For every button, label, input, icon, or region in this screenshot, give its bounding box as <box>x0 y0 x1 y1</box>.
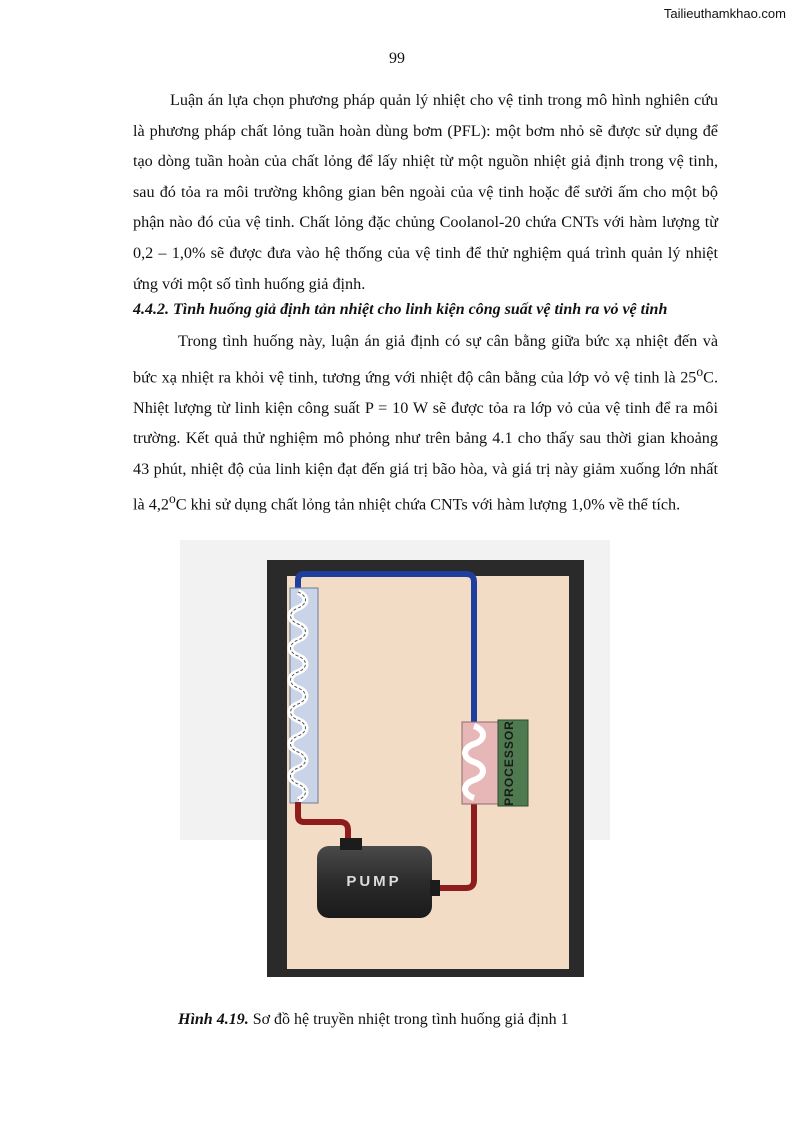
figure <box>180 540 610 985</box>
pump-outlet <box>430 880 440 896</box>
degree-superscript-1: o <box>696 363 704 379</box>
heat-transfer-diagram <box>180 540 610 985</box>
watermark: Tailieuthamkhao.com <box>663 6 786 21</box>
page-number: 99 <box>389 50 405 67</box>
paragraph-scenario-part2: C. Nhiệt lượng từ linh kiện công suất P = 10 W sẽ được tỏa ra lớp vỏ của vệ tinh để ra môi trường. Kết quả thử nghiệm mô phỏng như trên bảng 4.1 cho thấy sau thời gian khoảng 43 phút, nhiệt độ của linh kiện đạt đến giá trị bão hòa, và giá trị này giảm xuống lớn nhất là 4,2 <box>133 367 718 514</box>
paragraph-scenario <box>133 326 718 520</box>
degree-superscript-2: o <box>168 491 176 507</box>
caption-text: Sơ đồ hệ truyền nhiệt trong tình huống giả định 1 <box>252 1011 569 1028</box>
processor-label: PROCESSOR <box>502 720 516 806</box>
pump-inlet <box>340 838 362 850</box>
caption-label: Hình 4.19. <box>178 1011 249 1028</box>
paragraph-scenario-part3: C khi sử dụng chất lỏng tản nhiệt chứa CNTs với hàm lượng 1,0% về thể tích. <box>175 495 681 514</box>
paragraph-intro: Luận án lựa chọn phương pháp quản lý nhiệt cho vệ tinh trong mô hình nghiên cứu là phương pháp chất lỏng tuần hoàn dùng bơm (PFL): một bơm nhỏ sẽ được sử dụng để tạo dòng tuần hoàn của chất lỏng để lấy nhiệt từ một nguồn nhiệt giả định trong vệ tinh, sau đó tỏa ra môi trường không gian bên ngoài của vệ tinh hoặc để sưởi ấm cho một bộ phận nào đó của vệ tinh. Chất lỏng đặc chủng Coolanol-20 chứa CNTs với hàm lượng từ 0,2 – 1,0% sẽ được đưa vào hệ thống của vệ tinh để thử nghiệm quá trình quản lý nhiệt ứng với một số tình huống giả định. <box>133 91 718 293</box>
figure-caption <box>178 1011 569 1029</box>
paragraph-scenario-part1: Trong tình huống này, luận án giả định có sự cân bằng giữa bức xạ nhiệt đến và bức xạ nhiệt ra khỏi vệ tinh, tương ứng với nhiệt độ cân bằng của lớp vỏ vệ tinh là 25 <box>133 332 718 386</box>
section-heading: 4.4.2. Tình huống giả định tản nhiệt cho linh kiện công suất vệ tinh ra vỏ vệ tinh <box>133 301 668 318</box>
pump-label: PUMP <box>346 873 402 890</box>
